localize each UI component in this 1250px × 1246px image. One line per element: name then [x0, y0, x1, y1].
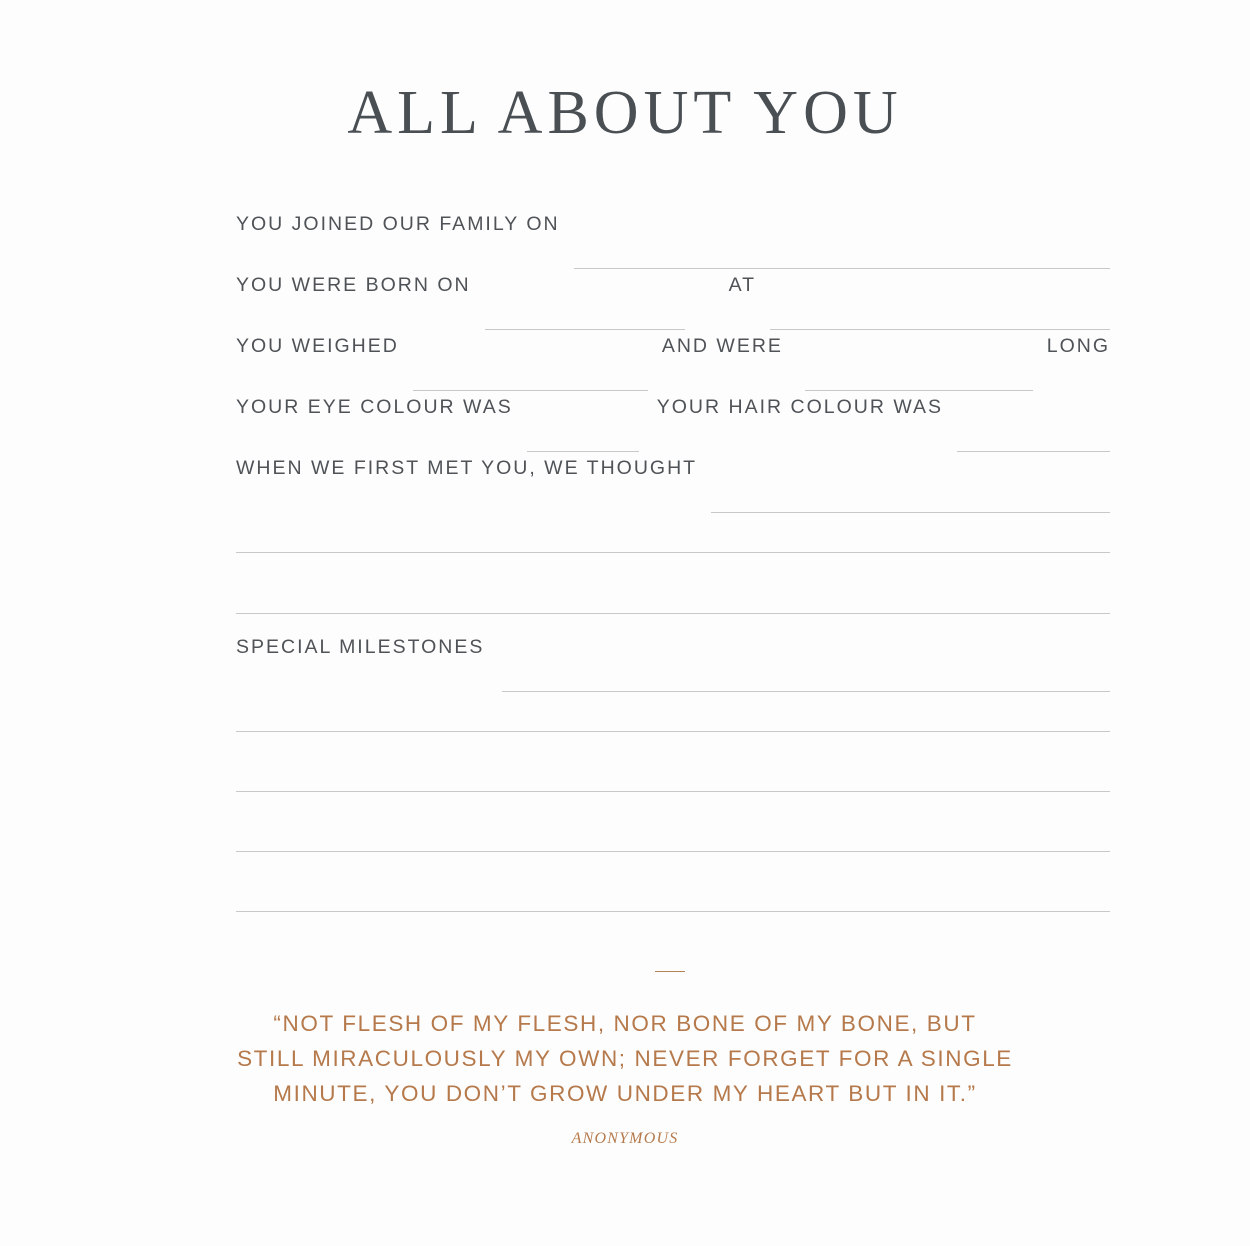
- write-blank-length[interactable]: [805, 389, 1033, 391]
- write-blank-hair-colour[interactable]: [957, 450, 1110, 452]
- field-label-and-were: AND WERE: [661, 335, 783, 357]
- field-label-born-on: YOU WERE BORN ON: [236, 274, 471, 296]
- field-label-first-met: WHEN WE FIRST MET YOU, WE THOUGHT: [236, 457, 698, 479]
- field-label-hair-colour: YOUR HAIR COLOUR WAS: [656, 396, 944, 418]
- fill-in-form: [236, 215, 1110, 520]
- write-line-milestones-3[interactable]: [236, 790, 1110, 792]
- form-row-first-met: [236, 459, 1110, 520]
- form-row-milestones: [236, 638, 1110, 699]
- write-line-milestones-2[interactable]: [236, 730, 1110, 732]
- field-label-long: LONG: [1046, 335, 1110, 357]
- write-blank-weight[interactable]: [413, 389, 648, 391]
- quote-attribution: ANONYMOUS: [571, 1130, 679, 1147]
- quote-line-2: STILL MIRACULOUSLY MY OWN; NEVER FORGET FOR A SINGLE: [237, 1046, 1013, 1071]
- write-blank-born-date[interactable]: [485, 328, 685, 330]
- form-row-eye-hair-colour: [236, 398, 1110, 459]
- quote-line-1: “NOT FLESH OF MY FLESH, NOR BONE OF MY BONE, BUT: [273, 1011, 977, 1036]
- milestones-section: [236, 638, 1110, 699]
- form-row-born-on: [236, 276, 1110, 337]
- write-line-first-met-2[interactable]: [236, 551, 1110, 553]
- quote-line-3: MINUTE, YOU DON’T GROW UNDER MY HEART BUT IN IT.”: [273, 1081, 977, 1106]
- write-blank-joined-family[interactable]: [574, 267, 1110, 269]
- write-blank-milestones-1[interactable]: [502, 690, 1110, 692]
- form-row-weight-length: [236, 337, 1110, 398]
- write-line-milestones-5[interactable]: [236, 910, 1110, 912]
- write-blank-eye-colour[interactable]: [527, 450, 639, 452]
- write-line-milestones-4[interactable]: [236, 850, 1110, 852]
- field-label-born-at: AT: [728, 274, 757, 296]
- write-line-first-met-3[interactable]: [236, 612, 1110, 614]
- field-label-joined-family: YOU JOINED OUR FAMILY ON: [236, 213, 560, 235]
- field-label-eye-colour: YOUR EYE COLOUR WAS: [236, 396, 513, 418]
- page-title: ALL ABOUT YOU: [347, 79, 903, 147]
- write-blank-born-time[interactable]: [770, 328, 1110, 330]
- quote-block: [0, 1006, 1250, 1111]
- field-label-special-milestones: SPECIAL MILESTONES: [236, 636, 485, 658]
- write-blank-first-met[interactable]: [711, 511, 1110, 513]
- field-label-weighed: YOU WEIGHED: [236, 335, 399, 357]
- divider-dash-icon: [655, 971, 685, 972]
- form-row-joined-family: [236, 215, 1110, 276]
